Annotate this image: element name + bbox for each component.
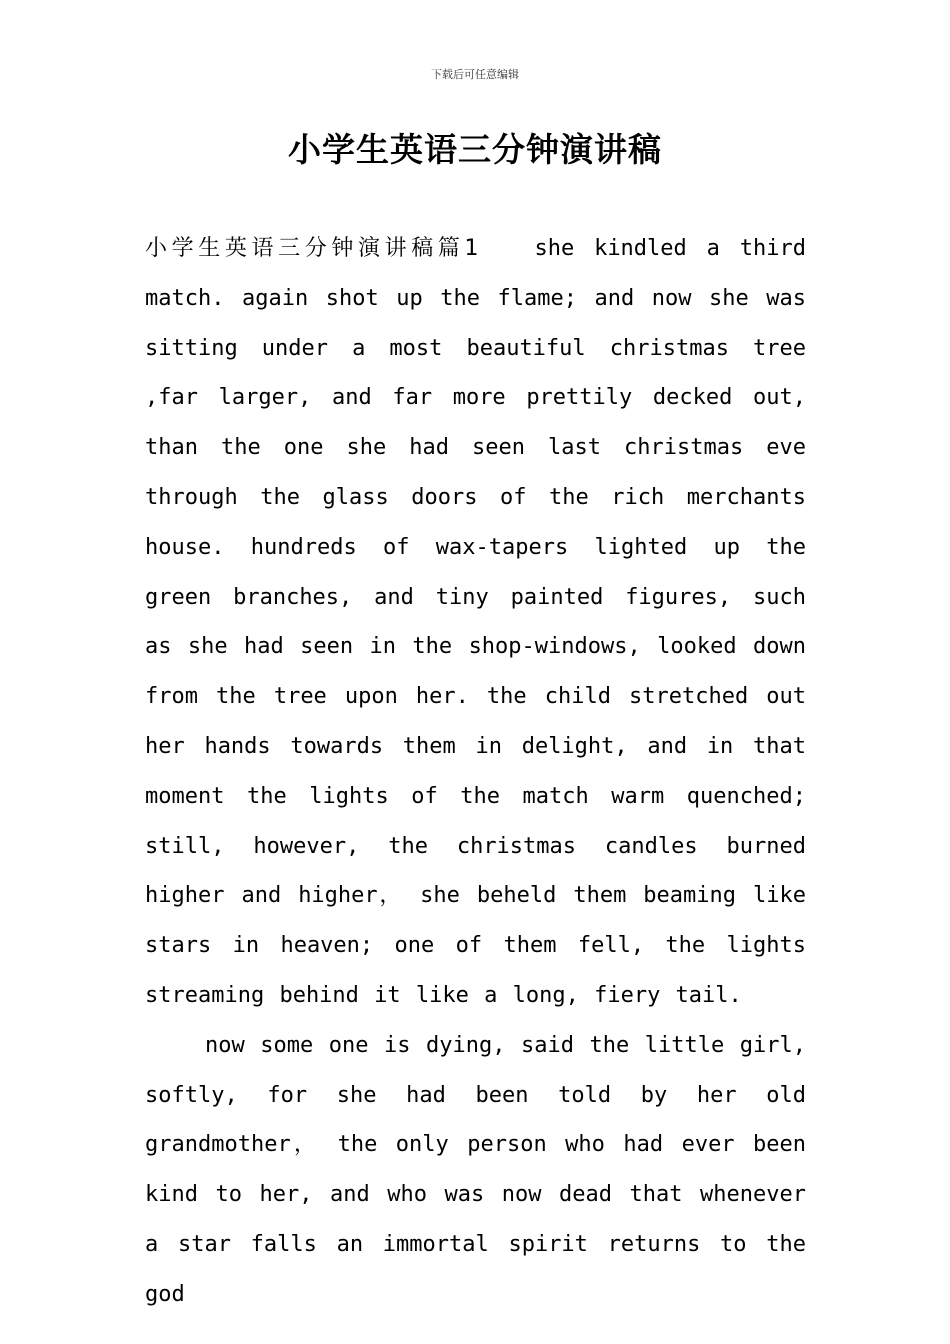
paragraph-1	[145, 224, 806, 1021]
document-body	[145, 224, 806, 1320]
page-title: 小学生英语三分钟演讲稿	[288, 130, 662, 169]
paragraph-2: now some one is dying, said the little girl, softly, for she had been told by her old grandmother， the only person who had ever been kind to her, and who was now dead that whenever a star falls an immortal spirit returns to the god	[145, 1032, 806, 1307]
section-heading: 小学生英语三分钟演讲稿篇1	[145, 236, 479, 261]
header-note: 下载后可任意编辑	[431, 68, 519, 81]
paragraph-1-text: she kindled a third match. again shot up the flame; and now she was sitting under a most beautiful christmas tree ,far larger, and far more prettily decked out, than the one she had seen last christmas eve through the glass doors of the rich merchants house. hundreds of wax-tapers lighted up the green branches, and tiny painted figures, such as she had seen in the shop-windows, looked down from the tree upon her. the child stretched out her hands towards them in delight, and in that moment the lights of the match warm quenched; still, however, the christmas candles burned higher and higher， she beheld them beaming like stars in heaven; one of them fell, the lights streaming behind it like a long, fiery tail.	[145, 236, 806, 1008]
